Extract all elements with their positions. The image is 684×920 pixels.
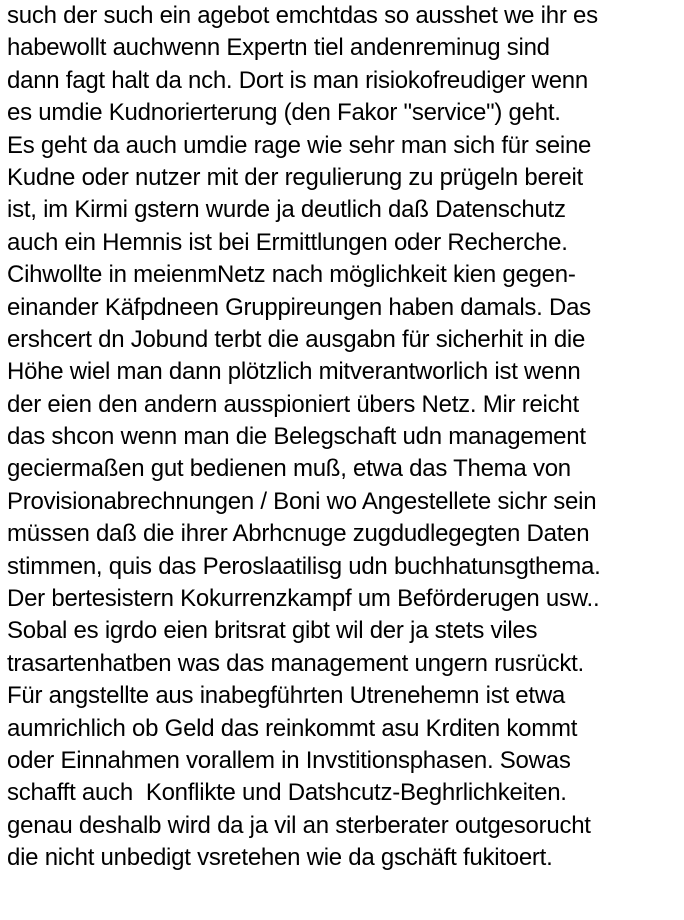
- text-line: dann fagt halt da nch. Dort is man risiokofreudiger wenn: [7, 66, 588, 94]
- text-line: such der such ein agebot emchtdas so ausshet we ihr es: [7, 2, 598, 29]
- text-line: Sobal es igrdo eien britsrat gibt wil der ja stets viles: [7, 617, 538, 645]
- text-line: schafft auch Konflikte und Datshcutz-Beghrlichkeiten.: [7, 779, 567, 807]
- text-line: oder Einnahmen vorallem in Invstitionsphasen. Sowas: [7, 746, 571, 774]
- text-line: Für angstellte aus inabegführten Utrenehemn ist etwa: [7, 682, 565, 710]
- text-line: der eien den andern ausspioniert übers Netz. Mir reicht: [7, 390, 579, 418]
- text-line: stimmen, quis das Peroslaatilisg udn buchhatunsgthema.: [7, 552, 601, 580]
- text-line: es umdie Kudnorierterung (den Fakor "service") geht.: [7, 99, 561, 127]
- text-line: trasartenhatben was das management ungern rusrückt.: [7, 649, 584, 677]
- text-line: Cihwollte in meienmNetz nach möglichkeit kien gegen-: [7, 261, 576, 289]
- text-line: Höhe wiel man dann plötzlich mitverantworlich ist wenn: [7, 358, 581, 386]
- text-line: aumrichlich ob Geld das reinkommt asu Krditen kommt: [7, 714, 578, 742]
- text-line: ershcert dn Jobund terbt die ausgabn für sicherhit in die: [7, 325, 586, 353]
- text-line: habewollt auchwenn Expertn tiel andenreminug sind: [7, 34, 550, 62]
- text-line: Provisionabrechnungen / Boni wo Angestellete sichr sein: [7, 487, 597, 515]
- text-line: die nicht unbedigt vsretehen wie da gschäft fukitoert.: [7, 844, 553, 872]
- text-line: einander Käfpdneen Gruppireungen haben damals. Das: [7, 293, 591, 321]
- text-line: das shcon wenn man die Belegschaft udn management: [7, 423, 586, 451]
- text-line: geciermaßen gut bedienen muß, etwa das Thema von: [7, 455, 571, 483]
- text-line: müssen daß die ihrer Abrhcnuge zugdudlegegten Daten: [7, 520, 590, 548]
- body-text: [7, 0, 683, 875]
- text-line: auch ein Hemnis ist bei Ermittlungen oder Recherche.: [7, 228, 568, 256]
- text-line: Kudne oder nutzer mit der regulierung zu prügeln bereit: [7, 163, 583, 191]
- text-line: genau deshalb wird da ja vil an sterberater outgesorucht: [7, 811, 591, 839]
- text-line: Der bertesistern Kokurrenzkampf um Beförderugen usw..: [7, 585, 600, 613]
- text-line: ist, im Kirmi gstern wurde ja deutlich daß Datenschutz: [7, 196, 566, 224]
- text-line: Es geht da auch umdie rage wie sehr man sich für seine: [7, 131, 592, 159]
